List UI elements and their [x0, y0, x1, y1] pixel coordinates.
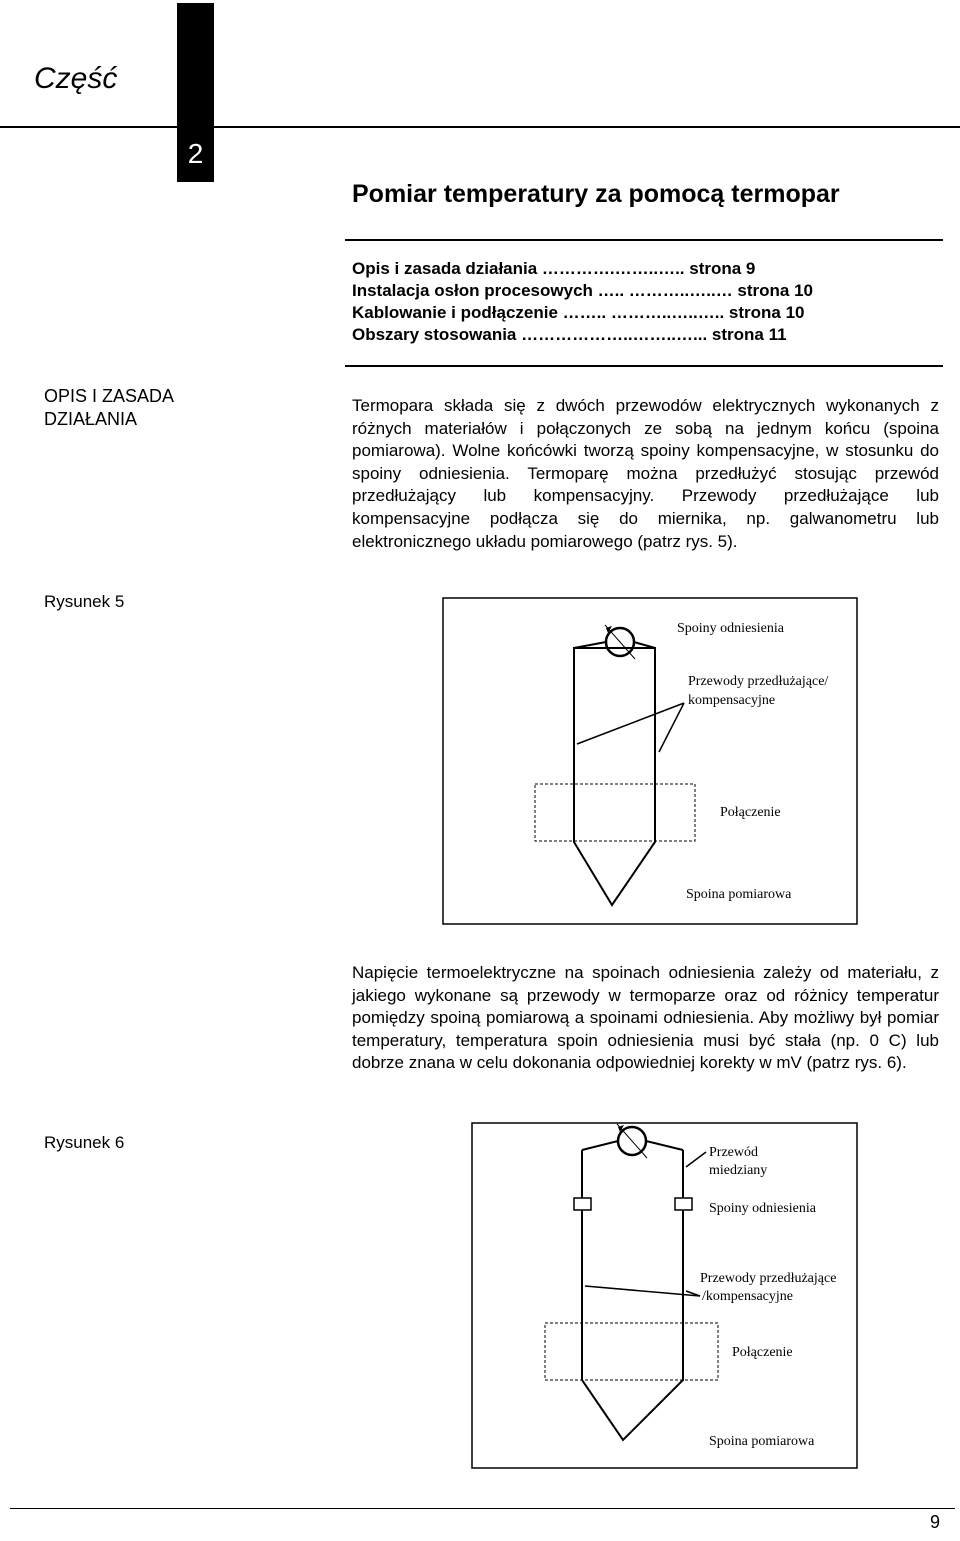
connection-box [535, 784, 695, 841]
thermocouple-wires [574, 648, 655, 905]
label-przewody: /kompensacyjne [702, 1289, 793, 1304]
leader-line [577, 703, 684, 744]
copper-wire-right [646, 1141, 683, 1150]
page-number: 9 [930, 1512, 941, 1532]
figure-6-frame [472, 1123, 857, 1468]
intro-paragraph: Termopara składa się z dwóch przewodów elektrycznych wykonanych z różnych materiałów i połączonych ze sobą na jednym końcu (spoina pomiarowa). Wolne końcówki tworzą spoiny kompensacyjne, w stosunku do spoiny odniesienia. Termoparę można przedłużyć stosując przewód przedłużający lub kompensacyjny. Przewody przedłużające lub kompensacyjne podłącza się do miernika, np. galwanometru lub elektronicznego układu pomiarowego (patrz rys. 5). [352, 396, 939, 551]
copper-wire-left [582, 1141, 618, 1150]
label-przewod-miedziany: Przewód [709, 1145, 758, 1160]
label-spoina-pomiarowa: Spoina pomiarowa [709, 1434, 815, 1449]
reference-junction-right [675, 1198, 692, 1210]
thermocouple-wires [582, 1210, 683, 1440]
label-przewody: Przewody przedłużające/ [688, 674, 829, 689]
label-przewod-miedziany: miedziany [709, 1163, 768, 1178]
toc-item[interactable]: Instalacja osłon procesowych ….. ………..…..… strona 10 [352, 281, 814, 300]
toc-item[interactable]: Obszary stosowania ………………..……..…... strona 11 [352, 325, 787, 344]
connection-box [545, 1323, 718, 1380]
label-polaczenie: Połączenie [732, 1345, 793, 1360]
label-przewody: kompensacyjne [688, 693, 776, 708]
figure-6-label: Rysunek 6 [44, 1133, 125, 1152]
reference-junction-left [574, 1198, 591, 1210]
section-side-heading: OPIS I ZASADA DZIAŁANIA [44, 386, 175, 429]
chapter-title: Pomiar temperatury za pomocą termopar [352, 180, 840, 208]
chapter-number: 2 [187, 138, 204, 169]
label-spoina-pomiarowa: Spoina pomiarowa [686, 887, 792, 902]
label-polaczenie: Połączenie [720, 805, 781, 820]
leader-line [686, 1152, 706, 1167]
figure-5-label: Rysunek 5 [44, 592, 125, 611]
figure-5-diagram [443, 598, 857, 924]
footer-rule [10, 1508, 955, 1509]
label-spoiny-odniesienia: Spoiny odniesienia [677, 621, 784, 636]
part-label: Część [34, 62, 118, 95]
label-przewody: Przewody przedłużające [700, 1271, 837, 1286]
voltage-paragraph: Napięcie termoelektryczne na spoinach odniesienia zależy od materiału, z jakiego wykonane są przewody w termoparze oraz od różnicy temperatur pomiędzy spoiną pomiarową a spoinami odniesienia. Aby możliwy był pomiar temperatury, temperatura spoin odniesienia musi być stała (np. 0 C) lub dobrze znana w celu dokonania odpowiedniej korekty w mV (patrz rys. 6). [352, 963, 939, 1073]
label-spoiny-odniesienia: Spoiny odniesienia [709, 1201, 816, 1216]
toc-item[interactable]: Opis i zasada działania ………….……..….. strona 9 [352, 259, 756, 278]
figure-6-diagram [472, 1123, 857, 1468]
toc-item[interactable]: Kablowanie i podłączenie …….. ………..…..….. strona 10 [352, 303, 805, 322]
